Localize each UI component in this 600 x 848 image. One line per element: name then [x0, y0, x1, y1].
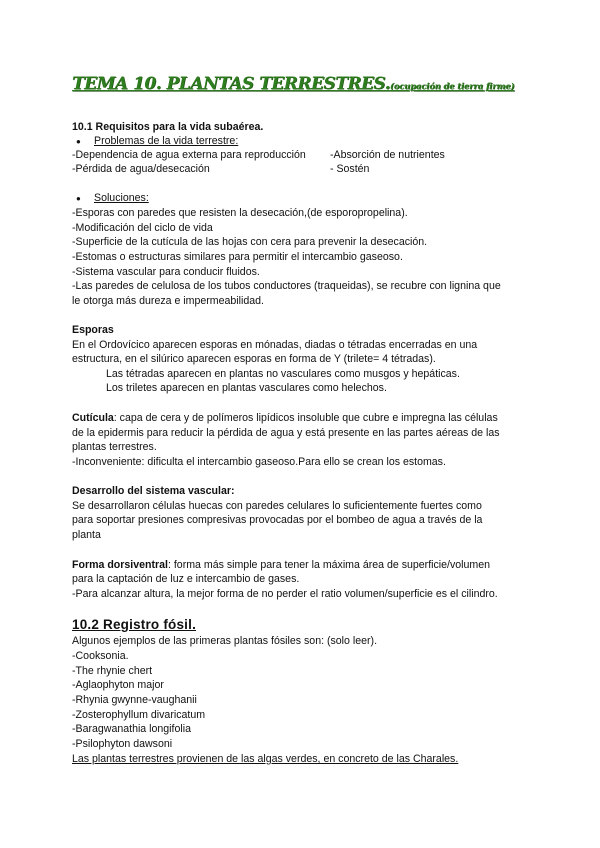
esporas-line: estructura, en el silúrico aparecen esporas en forma de Y (trilete= 4 tétradas). [72, 353, 436, 365]
solucion-line: -Estomas o estructuras similares para permitir el intercambio gaseoso. [72, 251, 403, 263]
section-heading-10-2: 10.2 Registro fósil. [72, 617, 197, 632]
forma-line: -Para alcanzar altura, la mejor forma de no perder el ratio volumen/superficie es el cilindro. [72, 588, 498, 600]
vascular-line: Se desarrollaron células huecas con paredes celulares lo suficientemente fuertes como [72, 500, 482, 512]
forma-definition: : forma más simple para tener la máxima área de superficie/volumen [167, 559, 491, 571]
fossil-item: -Rhynia gwynne-vaughanii [72, 694, 197, 706]
forma-line [72, 559, 490, 572]
fossil-item: -Zosterophyllum divaricatum [72, 709, 206, 721]
forma-term: Forma dorsiventral [72, 559, 168, 571]
esporas-heading: Esporas [72, 324, 114, 336]
problema-3: -Pérdida de agua/desecación [72, 163, 210, 175]
fossil-item: -Cooksonia. [72, 650, 129, 662]
vascular-line: planta [72, 529, 101, 541]
cuticula-definition: : capa de cera y de polímeros lipídicos insoluble que cubre e impregna las células [113, 412, 498, 424]
forma-line: para la captación de luz e intercambio de gases. [72, 573, 300, 585]
problema-2: -Absorción de nutrientes [330, 149, 445, 161]
fossil-item: -The rhynie chert [72, 665, 153, 677]
vascular-line: para soportar presiones compresivas provocadas por el bombeo de agua a través de la [72, 514, 483, 526]
esporas-line: Las tétradas aparecen en plantas no vasculares como musgos y hepáticas. [106, 368, 460, 380]
problema-1: -Dependencia de agua externa para reproducción [72, 149, 306, 161]
cuticula-line [72, 412, 498, 425]
registro-conclusion: Las plantas terrestres provienen de las algas verdes, en concreto de las Charales. [72, 753, 459, 765]
cuticula-line: -Inconveniente: dificulta el intercambio gaseoso.Para ello se crean los estomas. [72, 456, 446, 468]
solucion-line: -Las paredes de celulosa de los tubos conductores (traqueidas), se recubre con lignina que [72, 280, 501, 292]
cuticula-term: Cutícula [72, 412, 114, 424]
registro-intro: Algunos ejemplos de las primeras plantas fósiles son: (solo leer). [72, 635, 378, 647]
solucion-line: -Esporas con paredes que resisten la desecación,(de esporopropelina). [72, 207, 408, 219]
fossil-item: -Psilophyton dawsoni [72, 738, 173, 750]
solucion-line: -Superficie de la cutícula de las hojas con cera para prevenir la desecación. [72, 236, 428, 248]
cuticula-line: plantas terrestres. [72, 441, 157, 453]
cuticula-line: de la epidermis para reducir la pérdida de agua y está presente en las partes aéreas de las [72, 427, 500, 439]
title-subtitle: (ocupación de tierra firme) [390, 82, 515, 92]
problema-4: - Sostén [330, 163, 370, 175]
esporas-line: Los triletes aparecen en plantas vasculares como helechos. [106, 382, 387, 394]
document-title [72, 74, 514, 94]
solucion-line: le otorga más dureza e impermeabilidad. [72, 295, 264, 307]
esporas-line: En el Ordovícico aparecen esporas en mónadas, diadas o tétradas encerradas en una [72, 339, 478, 351]
bullet-problemas: ● Problemas de la vida terrestre: [94, 135, 238, 148]
vascular-heading: Desarrollo del sistema vascular: [72, 485, 235, 497]
solucion-line: -Sistema vascular para conducir fluidos. [72, 266, 260, 278]
title-main: TEMA 10. PLANTAS TERRESTRES. [72, 74, 391, 94]
fossil-item: -Baragwanathia longifolia [72, 723, 191, 735]
bullet-soluciones: ● Soluciones: [94, 192, 149, 205]
fossil-item: -Aglaophyton major [72, 679, 164, 691]
section-heading-10-1: 10.1 Requisitos para la vida subaérea. [72, 121, 264, 133]
solucion-line: -Modificación del ciclo de vida [72, 222, 213, 234]
